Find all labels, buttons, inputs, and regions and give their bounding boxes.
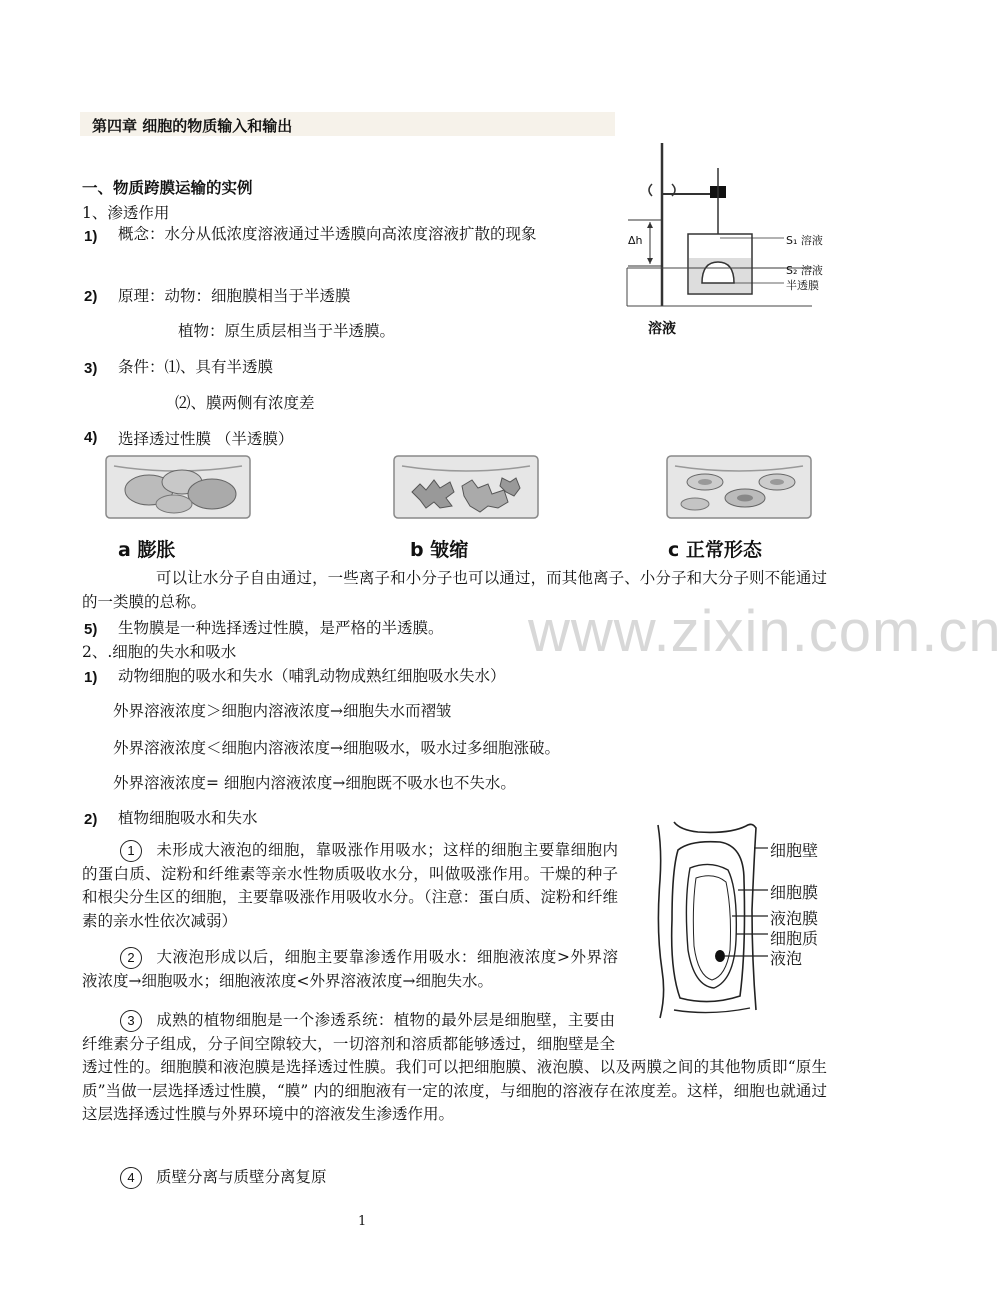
beaker-swelling xyxy=(104,452,252,520)
tonoplast-label: 液泡膜 xyxy=(770,909,819,928)
plant-item-1-mark: 1 xyxy=(120,840,142,862)
item-5-number: 5) xyxy=(84,621,98,638)
item-4-text: 选择透过性膜 （半透膜） xyxy=(118,430,294,448)
beaker-caption-b: b 皱缩 xyxy=(410,539,469,561)
plant-item-4 xyxy=(82,1165,327,1189)
cytoplasm-label: 细胞质 xyxy=(770,929,819,948)
cell-membrane-label: 细胞膜 xyxy=(770,883,819,902)
plant-title: 植物细胞吸水和失水 xyxy=(118,809,258,827)
plant-cell-figure xyxy=(650,820,840,1020)
watermark: www.zixin.com.cn xyxy=(528,599,1002,664)
plant-item-3 xyxy=(82,1009,827,1127)
osmosis-apparatus-figure xyxy=(622,138,842,338)
beaker-normal xyxy=(665,452,813,520)
plant-item-2-text: 大液泡形成以后，细胞主要靠渗透作用吸水：细胞液浓度>外界溶液浓度→细胞吸水；细胞液浓度<外界溶液浓度→细胞失水。 xyxy=(82,948,618,990)
delta-h-label: Δh xyxy=(628,234,643,247)
item-2-number: 2) xyxy=(84,288,98,305)
plant-item-1 xyxy=(82,839,618,933)
item-3-number: 3) xyxy=(84,360,98,377)
plant-item-1-text: 未形成大液泡的细胞，靠吸涨作用吸水；这样的细胞主要靠细胞内的蛋白质、淀粉和纤维素等亲水性物质吸收水分，叫做吸涨作用。干燥的种子和根尖分生区的细胞，主要靠吸涨作用吸收水分。（注意：蛋白质、淀粉和纤维素的亲水性依次减弱） xyxy=(82,841,618,930)
animal-number: 1) xyxy=(84,669,98,686)
animal-line-1: 外界溶液浓度＞细胞内溶液浓度→细胞失水而褶皱 xyxy=(113,702,452,720)
item-5-text: 生物膜是一种选择透过性膜，是严格的半透膜。 xyxy=(118,619,444,637)
page-number: 1 xyxy=(358,1214,367,1229)
item-3-text: 条件：⑴、具有半透膜 xyxy=(118,358,274,376)
beaker-shrinking xyxy=(392,452,540,520)
membrane-label: 半透膜 xyxy=(786,279,819,292)
plant-item-3-text: 成熟的植物细胞是一个渗透系统：植物的最外层是细胞壁，主要由纤维素分子组成，分子间空隙较大，一切溶剂和溶质都能够透过，细胞壁是全透过性的。细胞膜和液泡膜是选择透过性膜。我们可以把细胞膜、液泡膜、以及两膜之间的其他物质即“原生质”当做一层选择透过性膜，“膜” 内的细胞液有一定的浓度，与细胞的溶液存在浓度差。这样，细胞也就通过这层选择透过性膜与外界环境中的溶液发生渗透作用。 xyxy=(82,1011,827,1123)
animal-title: 动物细胞的吸水和失水（哺乳动物成熟红细胞吸水失水） xyxy=(118,667,506,685)
plant-item-4-text: 质壁分离与质壁分离复原 xyxy=(156,1168,327,1186)
solution-label: 溶液 xyxy=(648,321,676,337)
plant-item-2-mark: 2 xyxy=(120,947,142,969)
subsection-osmosis: 1、渗透作用 xyxy=(82,204,170,222)
beaker-caption-a: a 膨胀 xyxy=(118,539,176,561)
item-1-text: 概念：水分从低浓度溶液通过半透膜向高浓度溶液扩散的现象 xyxy=(118,225,537,243)
cell-wall-label: 细胞壁 xyxy=(770,841,819,860)
plant-item-2 xyxy=(82,946,618,993)
s1-solution-label: S₁ 溶液 xyxy=(786,234,823,247)
beaker-caption-c: c 正常形态 xyxy=(668,539,762,561)
plant-item-4-mark: 4 xyxy=(120,1167,142,1189)
chapter-title: 第四章 细胞的物质输入和输出 xyxy=(92,117,293,135)
s2-solution-label: S₂ 溶液 xyxy=(786,264,823,277)
item-2-text: 原理：动物：细胞膜相当于半透膜 xyxy=(118,287,351,305)
animal-line-3: 外界溶液浓度= 细胞内溶液浓度→细胞既不吸水也不失水。 xyxy=(113,774,516,792)
plant-item-3-mark: 3 xyxy=(120,1010,142,1032)
chapter-title-bar xyxy=(80,112,615,136)
vacuole-label: 液泡 xyxy=(770,949,803,968)
animal-line-2: 外界溶液浓度＜细胞内溶液浓度→细胞吸水，吸水过多细胞涨破。 xyxy=(113,739,560,757)
membrane-definition: 可以让水分子自由通过，一些离子和小分子也可以通过，而其他离子、小分子和大分子则不能通过的一类膜的总称。 xyxy=(82,569,827,611)
section-heading: 一、物质跨膜运输的实例 xyxy=(82,179,253,197)
plant-number: 2) xyxy=(84,811,98,828)
subsection-water: 2、.细胞的失水和吸水 xyxy=(82,643,237,661)
item-3-subtext: ⑵、膜两侧有浓度差 xyxy=(175,394,315,412)
item-1-number: 1) xyxy=(84,228,98,245)
item-4-number: 4) xyxy=(84,429,98,446)
item-2-subtext: 植物：原生质层相当于半透膜。 xyxy=(178,322,396,340)
